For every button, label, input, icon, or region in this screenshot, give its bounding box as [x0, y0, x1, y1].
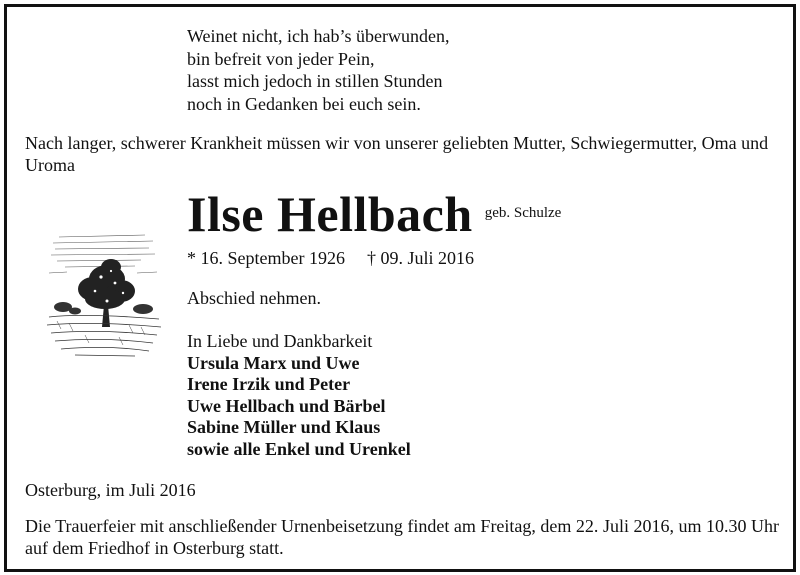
- mourner-item: Uwe Hellbach und Bärbel: [187, 395, 386, 416]
- funeral-notice: Die Trauerfeier mit anschließender Urnenbeisetzung findet am Freitag, dem 22. Juli 2016, um 10.30 Uhr auf dem Friedhof in Osterburg statt.: [25, 516, 779, 558]
- mourners-list: [187, 353, 411, 461]
- mourner-item: Sabine Müller und Klaus: [187, 417, 381, 437]
- mourner-item: Irene Irzik und Peter: [187, 374, 351, 394]
- intro-text: Nach langer, schwerer Krankheit müssen wir von unserer geliebten Mutter, Schwiegermutter, Oma und Uroma: [25, 133, 769, 175]
- thanks-line: In Liebe und Dankbarkeit: [187, 331, 373, 351]
- maiden-name: geb. Schulze: [484, 205, 562, 221]
- mourner-item: Ursula Marx und Uwe: [187, 352, 360, 373]
- mourner-item: sowie alle Enkel und Urenkel: [187, 438, 411, 459]
- poem-line-1: Weinet nicht, ich hab’s überwunden,: [187, 26, 450, 46]
- poem-line-3: lasst mich jedoch in stillen Stunden: [187, 71, 443, 91]
- obituary-frame: [4, 4, 796, 572]
- deceased-name-row: [187, 185, 561, 243]
- farewell-text: Abschied nehmen.: [187, 288, 321, 308]
- place-date: Osterburg, im Juli 2016: [25, 480, 196, 500]
- poem-line-4: noch in Gedanken bei euch sein.: [187, 93, 421, 114]
- poem-line-2: bin befreit von jeder Pein,: [187, 48, 375, 69]
- poem: [187, 25, 449, 115]
- tree-landscape-icon: [45, 231, 163, 359]
- mourners-block: [187, 331, 411, 460]
- deceased-name: Ilse Hellbach: [187, 186, 473, 242]
- birth-date: * 16. September 1926: [187, 248, 345, 268]
- life-dates: [187, 248, 474, 269]
- death-date: † 09. Juli 2016: [366, 248, 474, 268]
